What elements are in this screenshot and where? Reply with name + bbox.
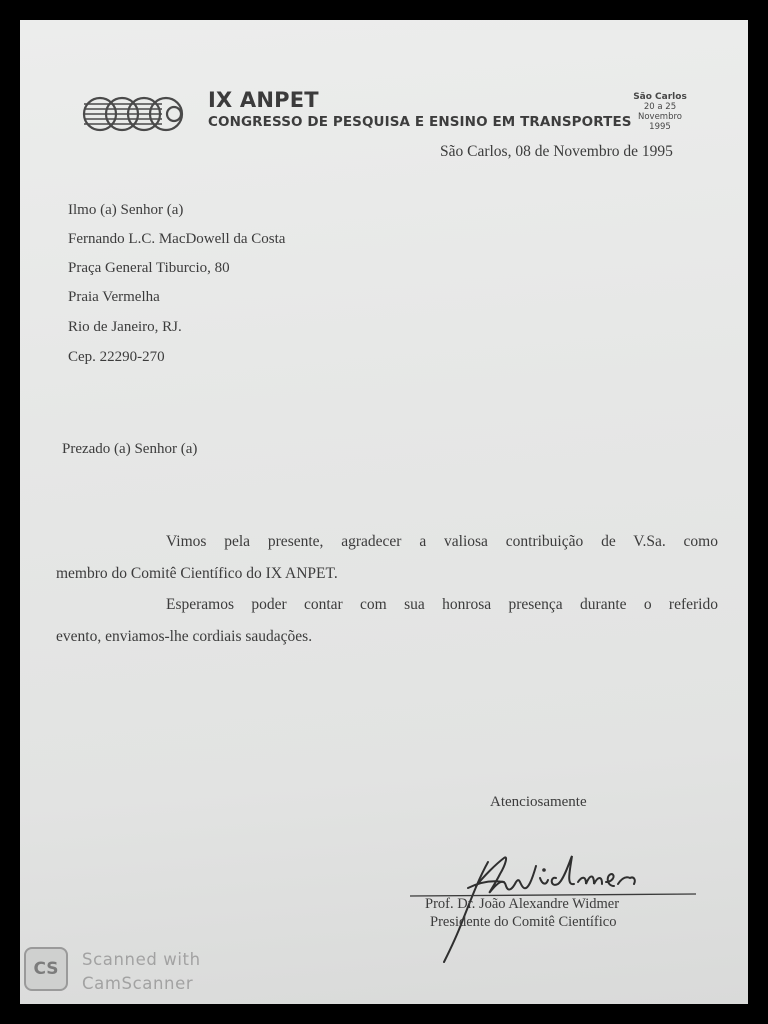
- watermark-line: CamScanner: [82, 974, 194, 993]
- body-paragraph-line: Esperamos poder contar com sua honrosa presença durante o referido: [166, 596, 718, 613]
- letter-page: [20, 20, 748, 1004]
- watermark-line: Scanned with: [82, 950, 201, 969]
- body-paragraph-line: Vimos pela presente, agradecer a valiosa contribuição de V.Sa. como: [166, 533, 718, 550]
- recipient-line: Praia Vermelha: [68, 289, 160, 305]
- date-line: São Carlos, 08 de Novembro de 1995: [440, 143, 673, 160]
- body-paragraph-line: evento, enviamos-lhe cordiais saudações.: [56, 628, 313, 645]
- camscanner-logo-icon: CS: [24, 947, 68, 991]
- recipient-line: Rio de Janeiro, RJ.: [68, 319, 182, 335]
- recipient-line: Fernando L.C. MacDowell da Costa: [68, 231, 286, 247]
- event-city: São Carlos: [633, 92, 687, 102]
- closing: Atenciosamente: [490, 794, 587, 810]
- salutation: Prezado (a) Senhor (a): [62, 441, 198, 457]
- body-paragraph-line: membro do Comitê Científico do IX ANPET.: [56, 565, 338, 582]
- letterhead-title: IX ANPET: [208, 88, 319, 112]
- letterhead-subtitle: CONGRESSO DE PESQUISA E ENSINO EM TRANSPORTES: [208, 114, 632, 130]
- recipient-line: Ilmo (a) Senhor (a): [68, 202, 184, 218]
- letterhead-event-info: [610, 92, 710, 132]
- event-dates: 20 a 25: [643, 102, 677, 112]
- signatory-name: Prof. Dr. João Alexandre Widmer: [425, 896, 620, 912]
- event-month: Novembro: [637, 112, 682, 122]
- recipient-line: Praça General Tiburcio, 80: [68, 260, 230, 276]
- anpet-logo-icon: [82, 90, 192, 138]
- event-year: 1995: [649, 122, 671, 132]
- signatory-title: Presidente do Comitê Científico: [430, 914, 617, 930]
- recipient-line: Cep. 22290-270: [68, 349, 165, 365]
